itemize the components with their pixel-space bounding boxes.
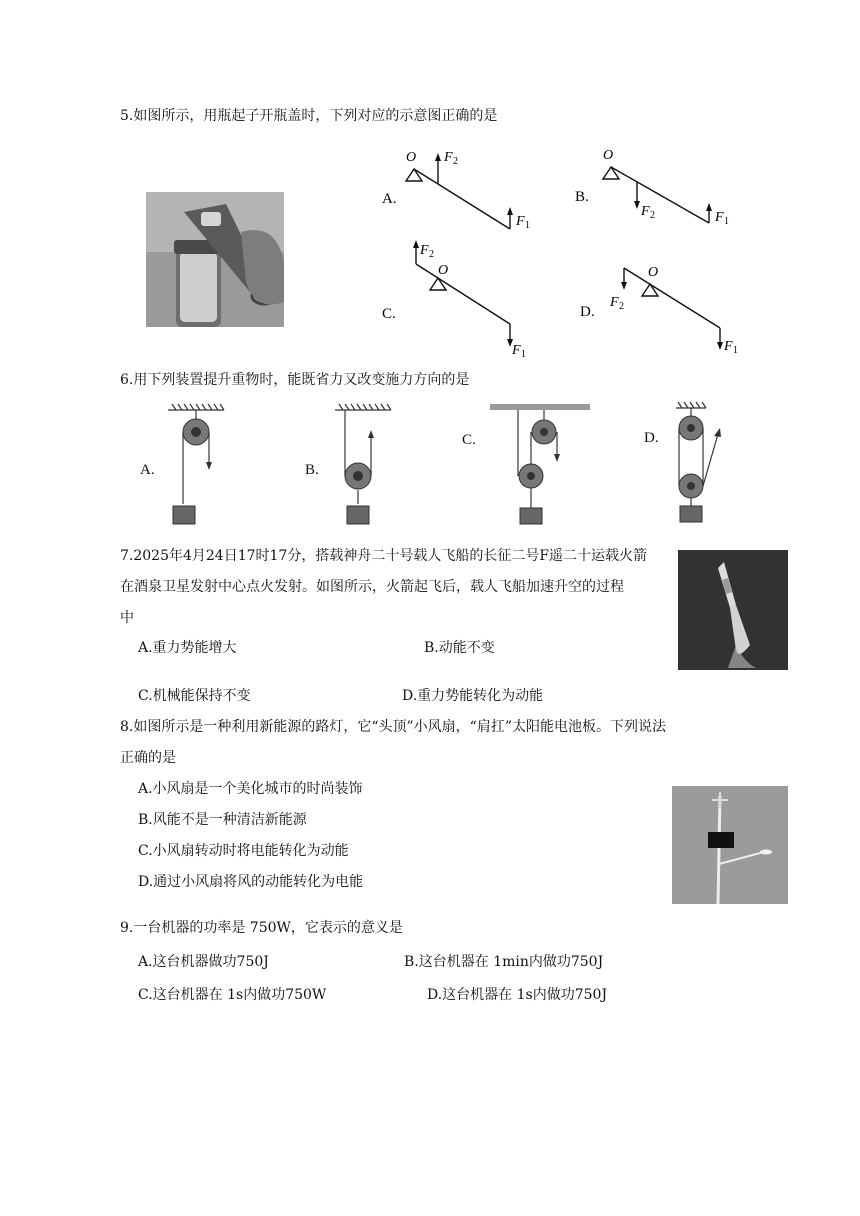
q5-option-d-diagram bbox=[578, 258, 748, 362]
svg-text:F: F bbox=[420, 243, 429, 258]
q9-option-c: C.这台机器在 1s内做功750W bbox=[138, 987, 327, 1003]
wind-solar-streetlamp-photo bbox=[672, 786, 788, 904]
q6-pulley-d bbox=[642, 400, 742, 532]
svg-text:2: 2 bbox=[619, 301, 624, 312]
q9-option-b: B.这台机器在 1min内做功750J bbox=[404, 954, 604, 970]
svg-text:O: O bbox=[406, 150, 417, 165]
q7-line2: 在酒泉卫星发射中心点火发射。如图所示，火箭起飞后，载人飞船加速升空的过程 bbox=[120, 579, 624, 595]
q6-pulley-c bbox=[462, 400, 592, 532]
q5-option-b-diagram bbox=[575, 145, 745, 239]
q9-option-a: A.这台机器做功750J bbox=[138, 954, 269, 970]
svg-text:O: O bbox=[648, 265, 659, 280]
svg-text:1: 1 bbox=[724, 216, 729, 227]
q7-line1: 7.2025年4月24日17时17分，搭载神舟二十号载人飞船的长征二号F遥二十运载火箭 bbox=[120, 548, 648, 564]
svg-text:O: O bbox=[438, 263, 449, 278]
q5-stem: 5.如图所示，用瓶起子开瓶盖时，下列对应的示意图正确的是 bbox=[120, 108, 498, 124]
svg-text:F: F bbox=[641, 204, 650, 219]
svg-text:F: F bbox=[715, 210, 724, 225]
q6-pulley-b bbox=[305, 402, 405, 531]
svg-text:1: 1 bbox=[521, 349, 526, 360]
option-c-label: C. bbox=[382, 306, 396, 322]
q7-option-a: A.重力势能增大 bbox=[138, 640, 237, 656]
q6-option-d-label: D. bbox=[644, 430, 659, 446]
option-b-label: B. bbox=[575, 189, 589, 205]
q8-option-a: A.小风扇是一个美化城市的时尚装饰 bbox=[138, 781, 363, 797]
q6-option-a-label: A. bbox=[140, 462, 155, 478]
q7-line3: 中 bbox=[120, 610, 134, 626]
q6-option-b-label: B. bbox=[305, 462, 319, 478]
q6-stem: 6.用下列装置提升重物时，能既省力又改变施力方向的是 bbox=[120, 372, 470, 388]
svg-text:F: F bbox=[724, 339, 733, 354]
q6-option-c-label: C. bbox=[462, 432, 476, 448]
rocket-launch-photo bbox=[678, 550, 788, 670]
svg-text:F: F bbox=[516, 214, 525, 229]
svg-text:F: F bbox=[512, 343, 521, 358]
svg-text:F: F bbox=[610, 295, 619, 310]
q9-stem: 9.一台机器的功率是 750W，它表示的意义是 bbox=[120, 920, 403, 936]
q8-line1: 8.如图所示是一种利用新能源的路灯，它“头顶”小风扇，“肩扛”太阳能电池板。下列说法 bbox=[120, 719, 666, 735]
svg-text:1: 1 bbox=[525, 220, 530, 231]
svg-text:F: F bbox=[444, 150, 453, 165]
q7-option-c: C.机械能保持不变 bbox=[138, 688, 251, 704]
svg-text:2: 2 bbox=[650, 210, 655, 221]
svg-text:1: 1 bbox=[733, 345, 738, 356]
q8-option-c: C.小风扇转动时将电能转化为动能 bbox=[138, 843, 349, 859]
svg-text:O: O bbox=[603, 148, 614, 163]
svg-text:2: 2 bbox=[453, 156, 458, 167]
option-d-label: D. bbox=[580, 304, 595, 320]
q5-option-c-diagram bbox=[380, 238, 550, 367]
q8-option-d: D.通过小风扇将风的动能转化为电能 bbox=[138, 874, 364, 890]
q9-option-d: D.这台机器在 1s内做功750J bbox=[427, 987, 608, 1003]
q6-pulley-a bbox=[138, 402, 238, 531]
q5-option-a-diagram bbox=[380, 145, 540, 239]
q8-option-b: B.风能不是一种清洁新能源 bbox=[138, 812, 307, 828]
q7-option-d: D.重力势能转化为动能 bbox=[402, 688, 544, 704]
option-a-label: A. bbox=[382, 191, 397, 207]
q8-line2: 正确的是 bbox=[120, 750, 176, 766]
svg-text:2: 2 bbox=[429, 249, 434, 260]
bottle-opener-photo bbox=[146, 192, 284, 327]
q7-option-b: B.动能不变 bbox=[424, 640, 495, 656]
